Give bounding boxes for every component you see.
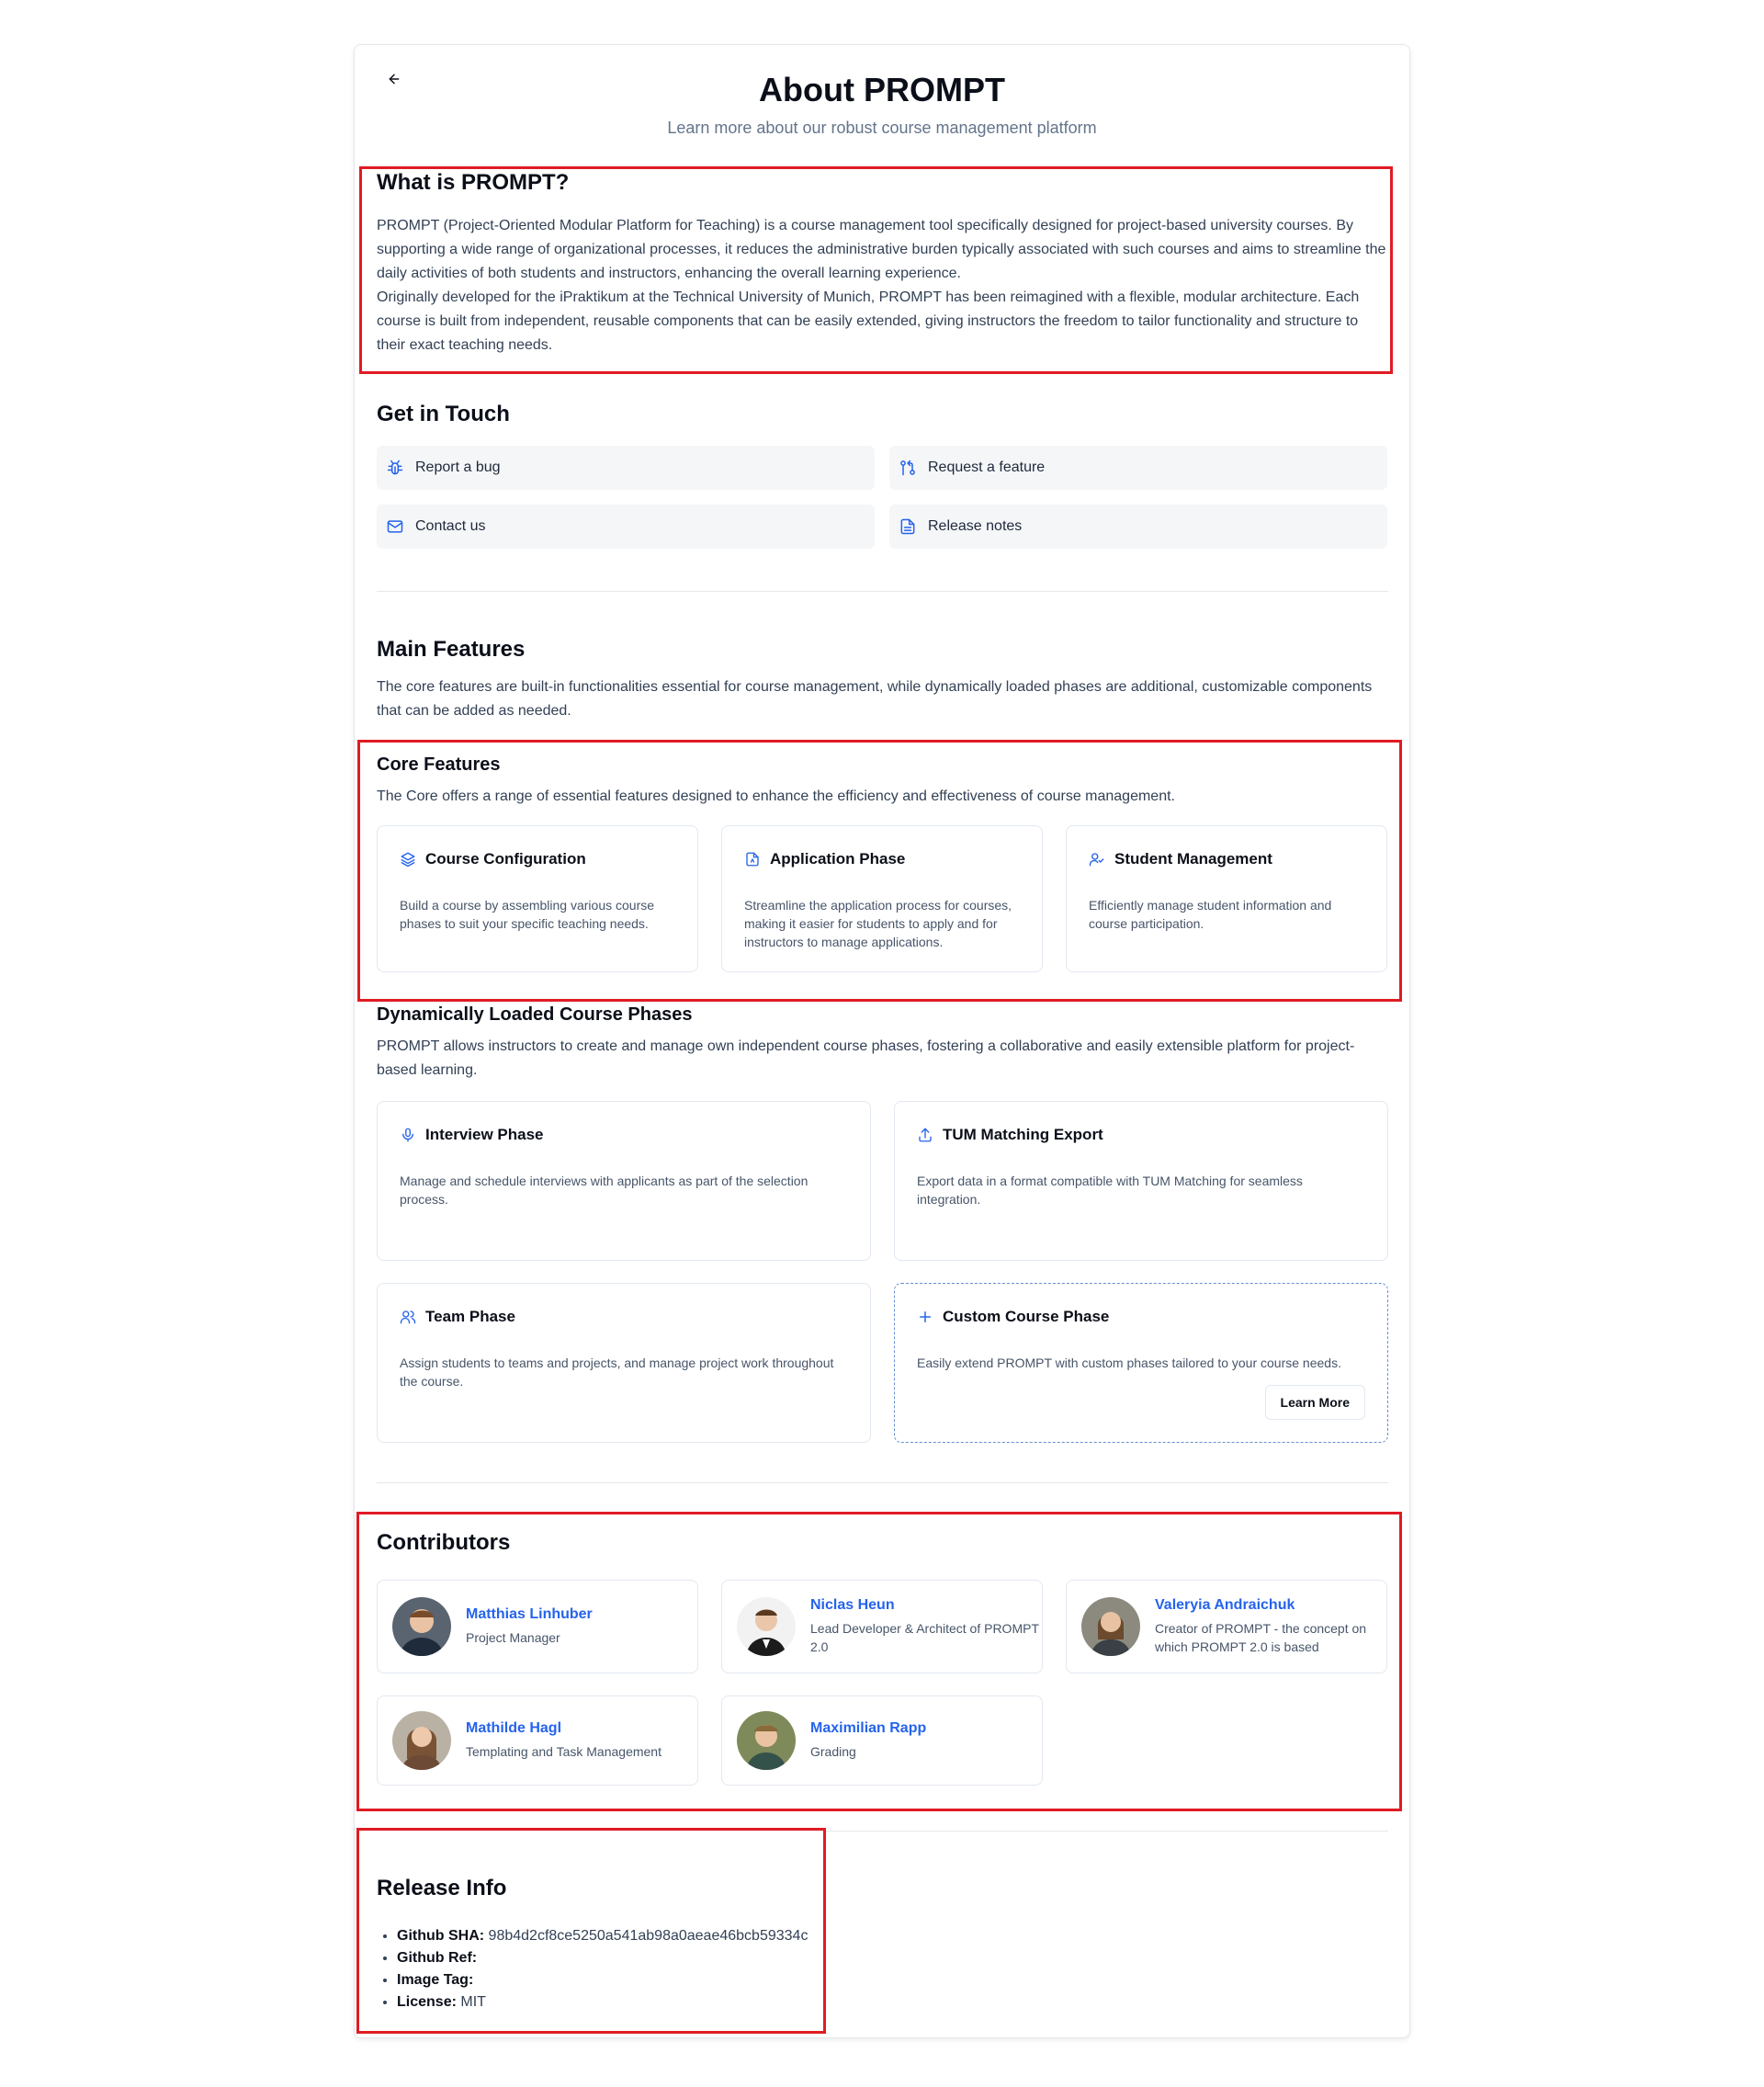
phase-card-team	[377, 1283, 871, 1443]
feature-card-application-phase	[721, 825, 1043, 972]
avatar	[1081, 1597, 1140, 1656]
main-features-title: Main Features	[377, 637, 526, 662]
contact-us-link[interactable]	[377, 505, 875, 549]
release-item-github-ref: • Github Ref:	[397, 1947, 1388, 1969]
contributor-role: Grading	[810, 1744, 856, 1759]
release-item-license: • License: MIT	[397, 1991, 1388, 2013]
what-is-title: What is PROMPT?	[377, 170, 570, 195]
phase-title: Custom Course Phase	[943, 1308, 1110, 1325]
feature-title: Application Phase	[770, 850, 906, 868]
release-info-section	[377, 1876, 1388, 2013]
contributor-card	[1066, 1580, 1387, 1673]
release-notes-link[interactable]	[889, 505, 1387, 549]
contributor-name-link[interactable]: Maximilian Rapp	[810, 1720, 927, 1736]
divider	[377, 1482, 1388, 1483]
dynamic-phases-section	[377, 1004, 1388, 1443]
phase-description: Easily extend PROMPT with custom phases tailored to your course needs.	[917, 1355, 1341, 1370]
report-bug-link[interactable]	[377, 446, 875, 490]
core-features-section	[377, 754, 1388, 972]
contributor-name-link[interactable]: Mathilde Hagl	[466, 1720, 562, 1736]
avatar	[392, 1597, 451, 1656]
contributor-name-link[interactable]: Niclas Heun	[810, 1597, 895, 1613]
layers-icon	[400, 851, 416, 868]
page-subtitle: Learn more about our robust course management platform	[667, 119, 1097, 137]
release-notes-label: Release notes	[928, 518, 1023, 534]
report-bug-label: Report a bug	[415, 459, 501, 475]
plus-icon	[917, 1309, 933, 1325]
release-info-title: Release Info	[377, 1876, 507, 1900]
phase-card-custom	[894, 1283, 1388, 1443]
avatar	[737, 1711, 796, 1770]
core-features-title: Core Features	[377, 754, 501, 775]
contributors-title: Contributors	[377, 1530, 511, 1555]
divider	[377, 591, 1388, 592]
contributor-card	[721, 1580, 1043, 1673]
feature-description: Build a course by assembling various course phases to suit your specific teaching needs.	[400, 898, 655, 931]
feature-description: Efficiently manage student information and course participation.	[1089, 898, 1332, 931]
dynamic-phases-description: PROMPT allows instructors to create and manage own independent course phases, fostering a collaborative and easily extensible platform for project-based learning.	[377, 1038, 1355, 1078]
get-in-touch-section	[377, 402, 1388, 549]
about-page-card	[354, 44, 1410, 2038]
contributor-role: Lead Developer & Architect of PROMPT 2.0	[810, 1621, 1039, 1654]
contributor-card	[377, 1580, 698, 1673]
contributor-card	[377, 1696, 698, 1786]
feature-title: Student Management	[1114, 850, 1272, 868]
learn-more-button[interactable]: Learn More	[1265, 1385, 1365, 1420]
feature-title: Course Configuration	[425, 850, 586, 868]
contributors-section	[377, 1530, 1388, 1786]
request-feature-link[interactable]	[889, 446, 1387, 490]
upload-icon	[917, 1127, 933, 1143]
user-check-icon	[1089, 851, 1105, 868]
phase-title: Team Phase	[425, 1308, 515, 1325]
phase-card-interview	[377, 1101, 871, 1261]
phase-card-tum-matching-export	[894, 1101, 1388, 1261]
what-is-section	[377, 170, 1388, 357]
mail-icon	[386, 517, 404, 536]
contributor-role: Templating and Task Management	[466, 1744, 662, 1759]
mic-icon	[400, 1127, 416, 1143]
request-feature-label: Request a feature	[928, 459, 1046, 475]
release-info-list	[377, 1925, 1388, 2013]
contributor-role: Project Manager	[466, 1630, 560, 1645]
contact-us-label: Contact us	[415, 518, 486, 534]
git-pull-request-icon	[899, 459, 917, 477]
feature-card-student-management	[1066, 825, 1387, 972]
feature-card-course-configuration	[377, 825, 698, 972]
file-icon	[744, 851, 761, 868]
main-features-section	[377, 637, 1388, 723]
contributor-role: Creator of PROMPT - the concept on which PROMPT 2.0 is based	[1155, 1621, 1367, 1654]
release-item-github-sha: • Github SHA: 98b4d2cf8ce5250a541ab98a0aeae46bcb59334c	[397, 1925, 1388, 1947]
users-icon	[400, 1309, 416, 1325]
phase-description: Assign students to teams and projects, and manage project work throughout the course.	[400, 1355, 834, 1389]
divider	[823, 1831, 1388, 1832]
phase-title: TUM Matching Export	[943, 1126, 1103, 1143]
dynamic-phases-title: Dynamically Loaded Course Phases	[377, 1004, 693, 1025]
avatar	[392, 1711, 451, 1770]
phase-description: Export data in a format compatible with TUM Matching for seamless integration.	[917, 1174, 1303, 1207]
release-item-image-tag: • Image Tag:	[397, 1969, 1388, 1991]
phase-description: Manage and schedule interviews with applicants as part of the selection process.	[400, 1174, 808, 1207]
get-in-touch-title: Get in Touch	[377, 402, 510, 426]
contributor-card	[721, 1696, 1043, 1786]
contributor-name-link[interactable]: Matthias Linhuber	[466, 1606, 593, 1622]
bug-icon	[386, 459, 404, 477]
core-features-description: The Core offers a range of essential features designed to enhance the efficiency and effectiveness of course management.	[377, 788, 1175, 804]
what-is-paragraph-2: Originally developed for the iPraktikum at the Technical University of Munich, PROMPT has been reimagined with a flexible, modular architecture. Each course is built from independent, reusable components that can be easily extended, giving instructors the freedom to tailor functionality and structure to their exact teaching needs.	[377, 289, 1360, 353]
avatar	[737, 1597, 796, 1656]
what-is-paragraph-1: PROMPT (Project-Oriented Modular Platform for Teaching) is a course management tool specifically designed for project-based university courses. By supporting a wide range of organizational processes, it reduces the administrative burden typically associated with such courses and aims to streamline the daily activities of both students and instructors, enhancing the overall learning experience.	[377, 218, 1386, 281]
feature-description: Streamline the application process for courses, making it easier for students to apply and for instructors to manage applications.	[744, 898, 1012, 949]
file-text-icon	[899, 517, 917, 536]
page-title: About PROMPT	[759, 71, 1005, 108]
main-features-description: The core features are built-in functionalities essential for course management, while dynamically loaded phases are additional, customizable components that can be added as needed.	[377, 679, 1373, 719]
phase-title: Interview Phase	[425, 1126, 544, 1143]
contributor-name-link[interactable]: Valeryia Andraichuk	[1155, 1597, 1295, 1613]
